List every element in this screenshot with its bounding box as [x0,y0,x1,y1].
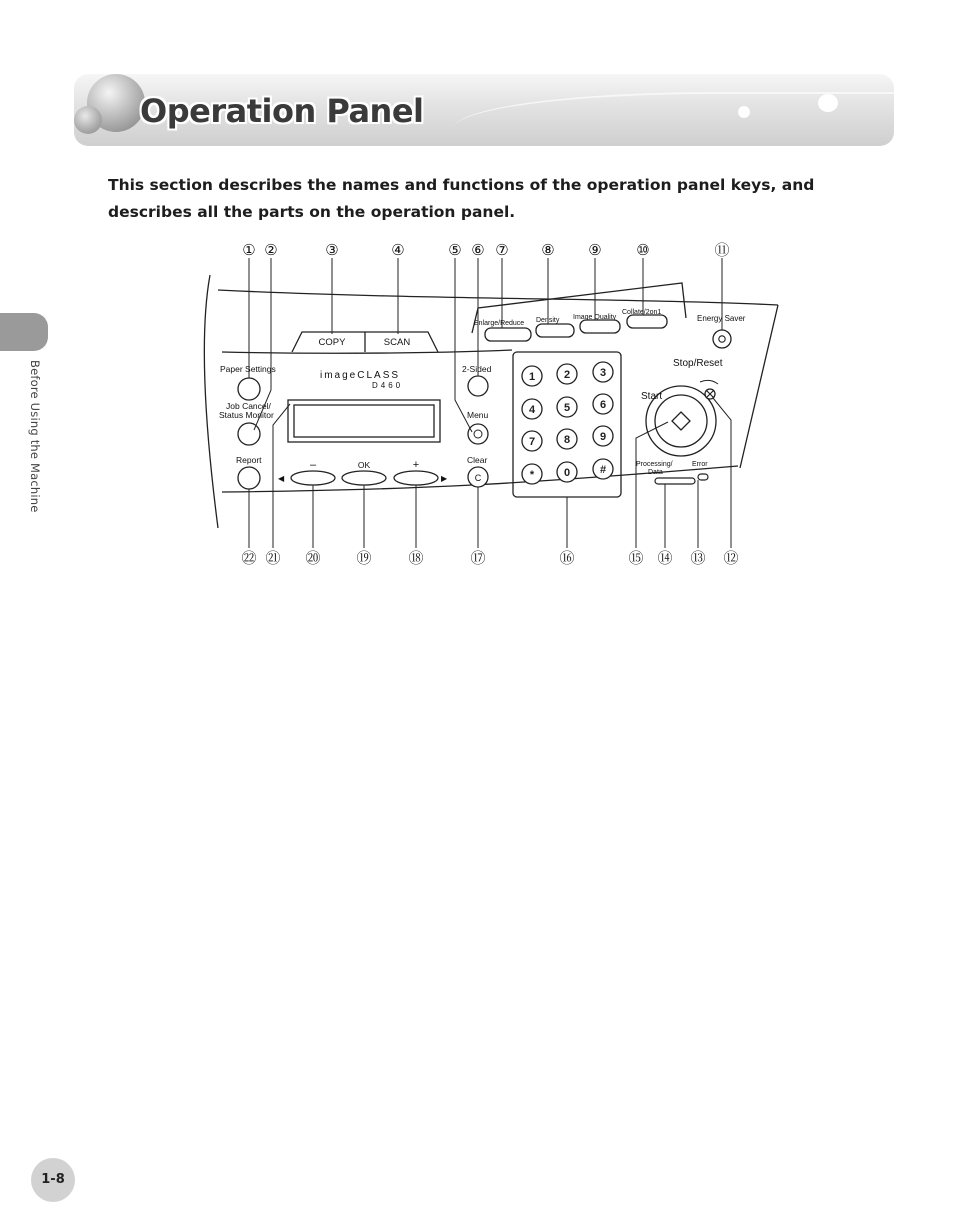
error-label: Error [692,461,708,468]
status-monitor-label: Status Monitor [219,410,274,420]
callout-number: ④ [391,242,405,259]
keypad-key: 4 [528,404,536,416]
left-arrow: ◀ [278,474,285,483]
callout-number: ② [264,242,278,259]
collate-2on1-label: Collate/2on1 [622,309,662,316]
start-key[interactable] [655,395,707,447]
callout-number: ⑯ [559,550,575,567]
keypad-key: 6 [599,399,607,411]
brand-label: imageCLASS [320,370,401,381]
callout-number: ⑨ [588,242,602,259]
minus-key[interactable] [291,471,335,485]
keypad-key: 3 [599,367,607,379]
callout-number: ⑰ [470,550,486,567]
collate-2on1-key[interactable] [627,315,667,328]
paper-settings-label: Paper Settings [220,364,276,374]
energy-saver-key[interactable] [713,330,731,348]
stop-indicator-arc [700,380,718,384]
callout-number: ⑳ [305,550,321,567]
two-sided-label: 2-Sided [462,364,492,374]
paper-settings-key[interactable] [238,378,260,400]
enlarge-reduce-key[interactable] [485,328,531,341]
image-quality-label: Image Quality [573,314,617,321]
processing-data-lamp [655,478,695,484]
panel-right-edge [740,305,778,468]
error-lamp [698,474,708,480]
callout-number: ⑲ [356,550,372,567]
lcd-outer [288,400,440,442]
keypad-key: 1 [528,371,536,383]
right-arrow: ▶ [441,474,448,483]
callout-number: ⑭ [657,550,673,567]
keypad-key: 0 [563,467,571,479]
callout-number: ⑪ [714,242,730,259]
minus-label: – [309,459,317,471]
job-cancel-key[interactable] [238,423,260,445]
menu-label: Menu [467,410,489,420]
energy-saver-label: Energy Saver [697,314,746,323]
menu-key[interactable] [468,424,488,444]
plus-key[interactable] [394,471,438,485]
stop-reset-label: Stop/Reset [673,358,723,369]
job-cancel-label: Job Cancel/ [226,401,271,411]
plus-label: + [412,459,420,471]
callout-number: ⑫ [723,550,739,567]
scan-label: SCAN [383,337,411,348]
panel-top-edge [218,290,778,305]
callout-number: ⑦ [495,242,509,259]
density-label: Density [536,317,560,324]
ok-key[interactable] [342,471,386,485]
report-key[interactable] [238,467,260,489]
keypad-key: 9 [599,431,607,443]
callout-number: ③ [325,242,339,259]
density-key[interactable] [536,324,574,337]
start-label: Start [641,391,663,402]
keypad-key: 8 [563,434,571,446]
callout-number: ⑤ [448,242,462,259]
ok-label: OK [357,460,371,470]
callout-number: ⑬ [690,550,706,567]
keypad-key: 5 [563,402,571,414]
copy-label: COPY [318,337,346,348]
callout-number: ⑩ [636,242,650,259]
chapter-label: Before Using the Machine [28,360,42,513]
model-label: D460 [372,381,404,390]
callout-number: ⑧ [541,242,555,259]
keypad-key: 7 [528,436,536,448]
intro-paragraph: This section describes the names and functions of the operation panel keys, and describes all the parts on the operation panel. [108,176,815,221]
keypad-key: * [529,469,535,481]
data-label: Data [648,469,663,476]
panel-inner-top [222,350,512,353]
callout-number: ㉑ [265,550,281,567]
image-quality-key[interactable] [580,320,620,333]
callout-number: ⑱ [408,550,424,567]
keypad-key: 2 [563,369,571,381]
two-sided-key[interactable] [468,376,488,396]
callout-number: ㉒ [241,550,257,567]
lcd-inner [294,405,434,437]
report-label: Report [236,455,262,465]
callout-number: ⑥ [471,242,485,259]
panel-outline [204,275,218,528]
enlarge-reduce-label: Enlarge/Reduce [474,320,525,327]
clear-label: Clear [467,455,488,465]
clear-glyph: C [474,473,482,483]
callout-number: ⑮ [628,550,644,567]
processing-label: Processing/ [636,461,673,468]
keypad-key: # [599,464,607,476]
page-number: 1-8 [31,1158,75,1202]
page-title: Operation Panel [140,92,424,130]
callout-number: ① [242,242,256,259]
